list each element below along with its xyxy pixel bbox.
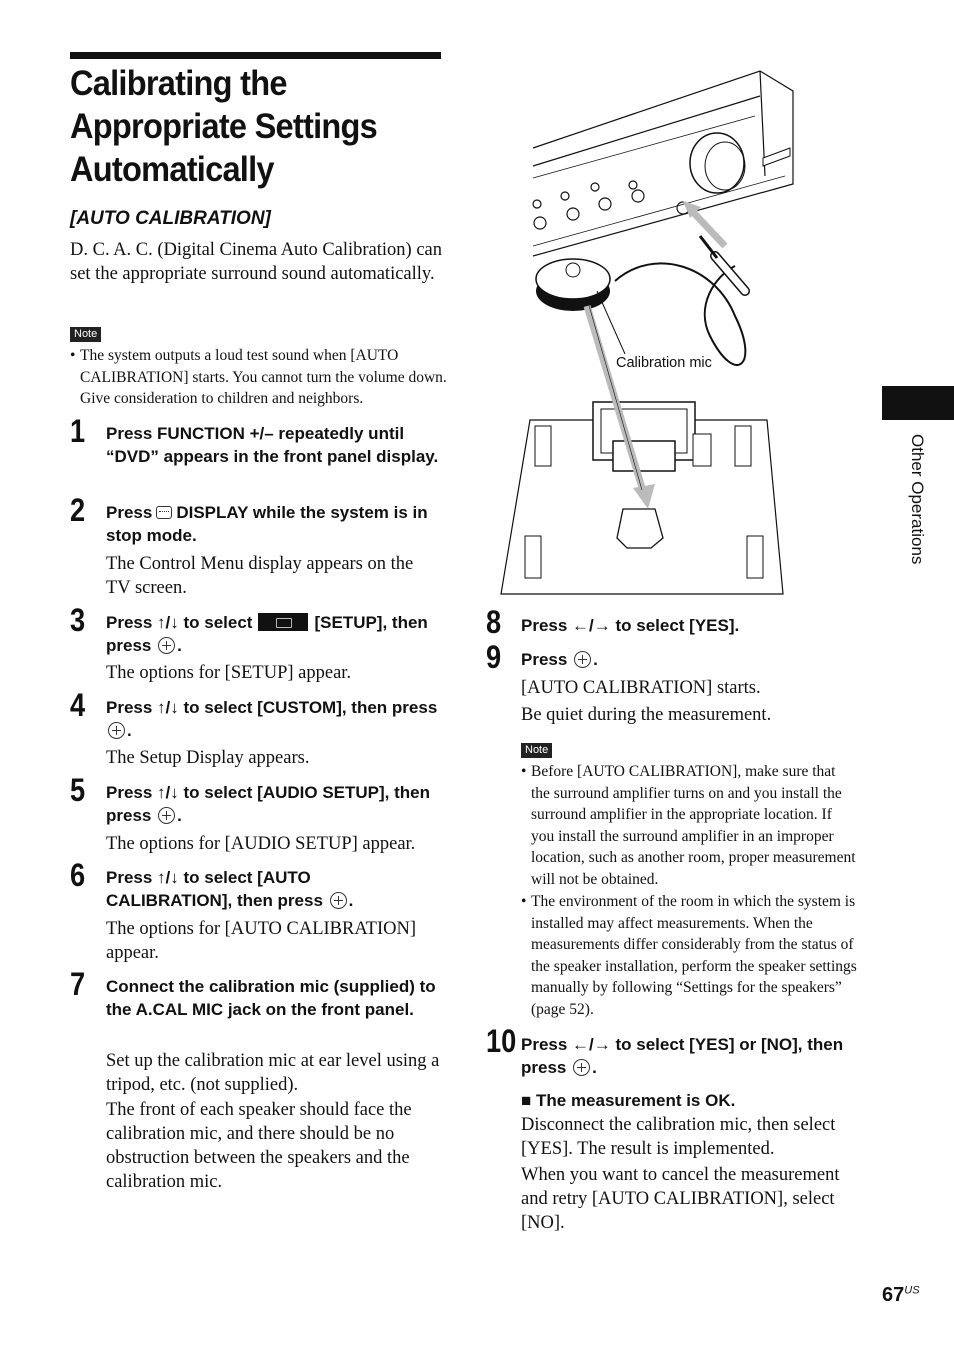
enter-button-icon <box>330 892 347 909</box>
page-title: Calibrating the Appropriate Settings Automatically <box>70 64 378 189</box>
step-body: The front of each speaker should face the calibration mic, and there should be no obstruction between the speakers and the calibration mic. <box>106 1100 412 1192</box>
step-heading: Press ↑/↓ to select [SETUP], then press . <box>106 613 428 655</box>
step-body: The Setup Display appears. <box>106 748 310 768</box>
step-body: The options for [SETUP] appear. <box>106 663 352 683</box>
step-body: The Control Menu display appears on the TV screen. <box>106 554 414 598</box>
step-heading: Press ←/→ to select [YES]. <box>521 616 740 635</box>
note-item: • The environment of the room in which the system is installed may affect measurements. When the measurements differ considerably from the status of the speaker installation, perform the speaker settings manually by following “Settings for the speakers” (page 52). <box>521 891 857 1020</box>
note-badge: Note <box>70 327 101 342</box>
step-heading: Press ↑/↓ to select [CUSTOM], then press . <box>106 698 438 740</box>
enter-button-icon <box>108 722 125 739</box>
step-body: [AUTO CALIBRATION] starts. <box>521 678 761 698</box>
enter-button-icon <box>158 637 175 654</box>
step-number: 7 <box>70 966 86 1002</box>
step-body: Set up the calibration mic at ear level using a tripod, etc. (not supplied). <box>106 1051 440 1095</box>
step-heading: Press FUNCTION +/– repeatedly until “DVD” appears in the front panel display. <box>106 424 439 466</box>
speaker-icon <box>747 536 763 578</box>
setup-illustration <box>495 66 805 596</box>
intro-paragraph: D. C. A. C. (Digital Cinema Auto Calibration) can set the appropriate surround sound automatically. <box>70 240 443 284</box>
speaker-icon <box>525 536 541 578</box>
step-number: 10 <box>486 1023 517 1059</box>
tv-icon <box>593 402 695 471</box>
title-rule <box>70 52 441 59</box>
page-number: $67^{US}$ <box>882 1284 920 1306</box>
enter-button-icon <box>158 807 175 824</box>
front-panel-buttons <box>533 181 689 229</box>
section-tab <box>882 386 954 420</box>
step-number: 1 <box>70 413 86 449</box>
enter-button-icon <box>574 651 591 668</box>
step-heading: Press . <box>521 650 598 669</box>
step-number: 2 <box>70 492 86 528</box>
step-number: 8 <box>486 604 502 640</box>
step-body: The options for [AUDIO SETUP] appear. <box>106 834 416 854</box>
result-heading: ■ The measurement is OK. <box>521 1091 736 1110</box>
figure-label: Calibration mic <box>616 355 712 371</box>
step-heading: Connect the calibration mic (supplied) to the A.CAL MIC jack on the front panel. <box>106 977 436 1019</box>
result-body: When you want to cancel the measurement and retry [AUTO CALIBRATION], select [NO]. <box>521 1165 840 1233</box>
enter-button-icon <box>573 1059 590 1076</box>
note-text: • The system outputs a loud test sound when [AUTO CALIBRATION] starts. You cannot turn the volume down. Give consideration to children and neighbors. <box>70 345 452 410</box>
step-number: 4 <box>70 687 86 723</box>
step-number: 3 <box>70 602 86 638</box>
calibration-mic-icon <box>536 259 610 311</box>
setup-toolbox-icon <box>258 613 308 631</box>
note-badge: Note <box>521 743 552 758</box>
step-heading: Press ↑/↓ to select [AUDIO SETUP], then press . <box>106 783 431 825</box>
step-number: 5 <box>70 772 86 808</box>
speaker-icon <box>735 426 751 466</box>
step-heading: Press DISPLAY while the system is in stop mode. <box>106 503 428 545</box>
step-number: 6 <box>70 857 86 893</box>
step-heading: Press ↑/↓ to select [AUTO CALIBRATION], then press . <box>106 868 354 910</box>
result-body: Disconnect the calibration mic, then select [YES]. The result is implemented. <box>521 1115 836 1159</box>
display-button-icon <box>156 506 172 519</box>
section-subtitle: [AUTO CALIBRATION] <box>70 208 271 229</box>
step-heading: Press ←/→ to select [YES] or [NO], then press . <box>521 1035 844 1077</box>
listener-icon <box>617 509 663 548</box>
note-item: • Before [AUTO CALIBRATION], make sure that the surround amplifier turns on and you install the surround amplifier in the appropriate location. If you install the surround amplifier in an improper location, such as another room, proper measurement will not be obtained. <box>521 761 857 890</box>
step-body: Be quiet during the measurement. <box>521 705 772 725</box>
note-list <box>521 761 857 1020</box>
volume-knob-icon <box>690 133 745 193</box>
section-label: Other Operations <box>908 434 927 565</box>
step-body: The options for [AUTO CALIBRATION] appear. <box>106 919 417 963</box>
speaker-icon <box>535 426 551 466</box>
step-number: 9 <box>486 639 502 675</box>
